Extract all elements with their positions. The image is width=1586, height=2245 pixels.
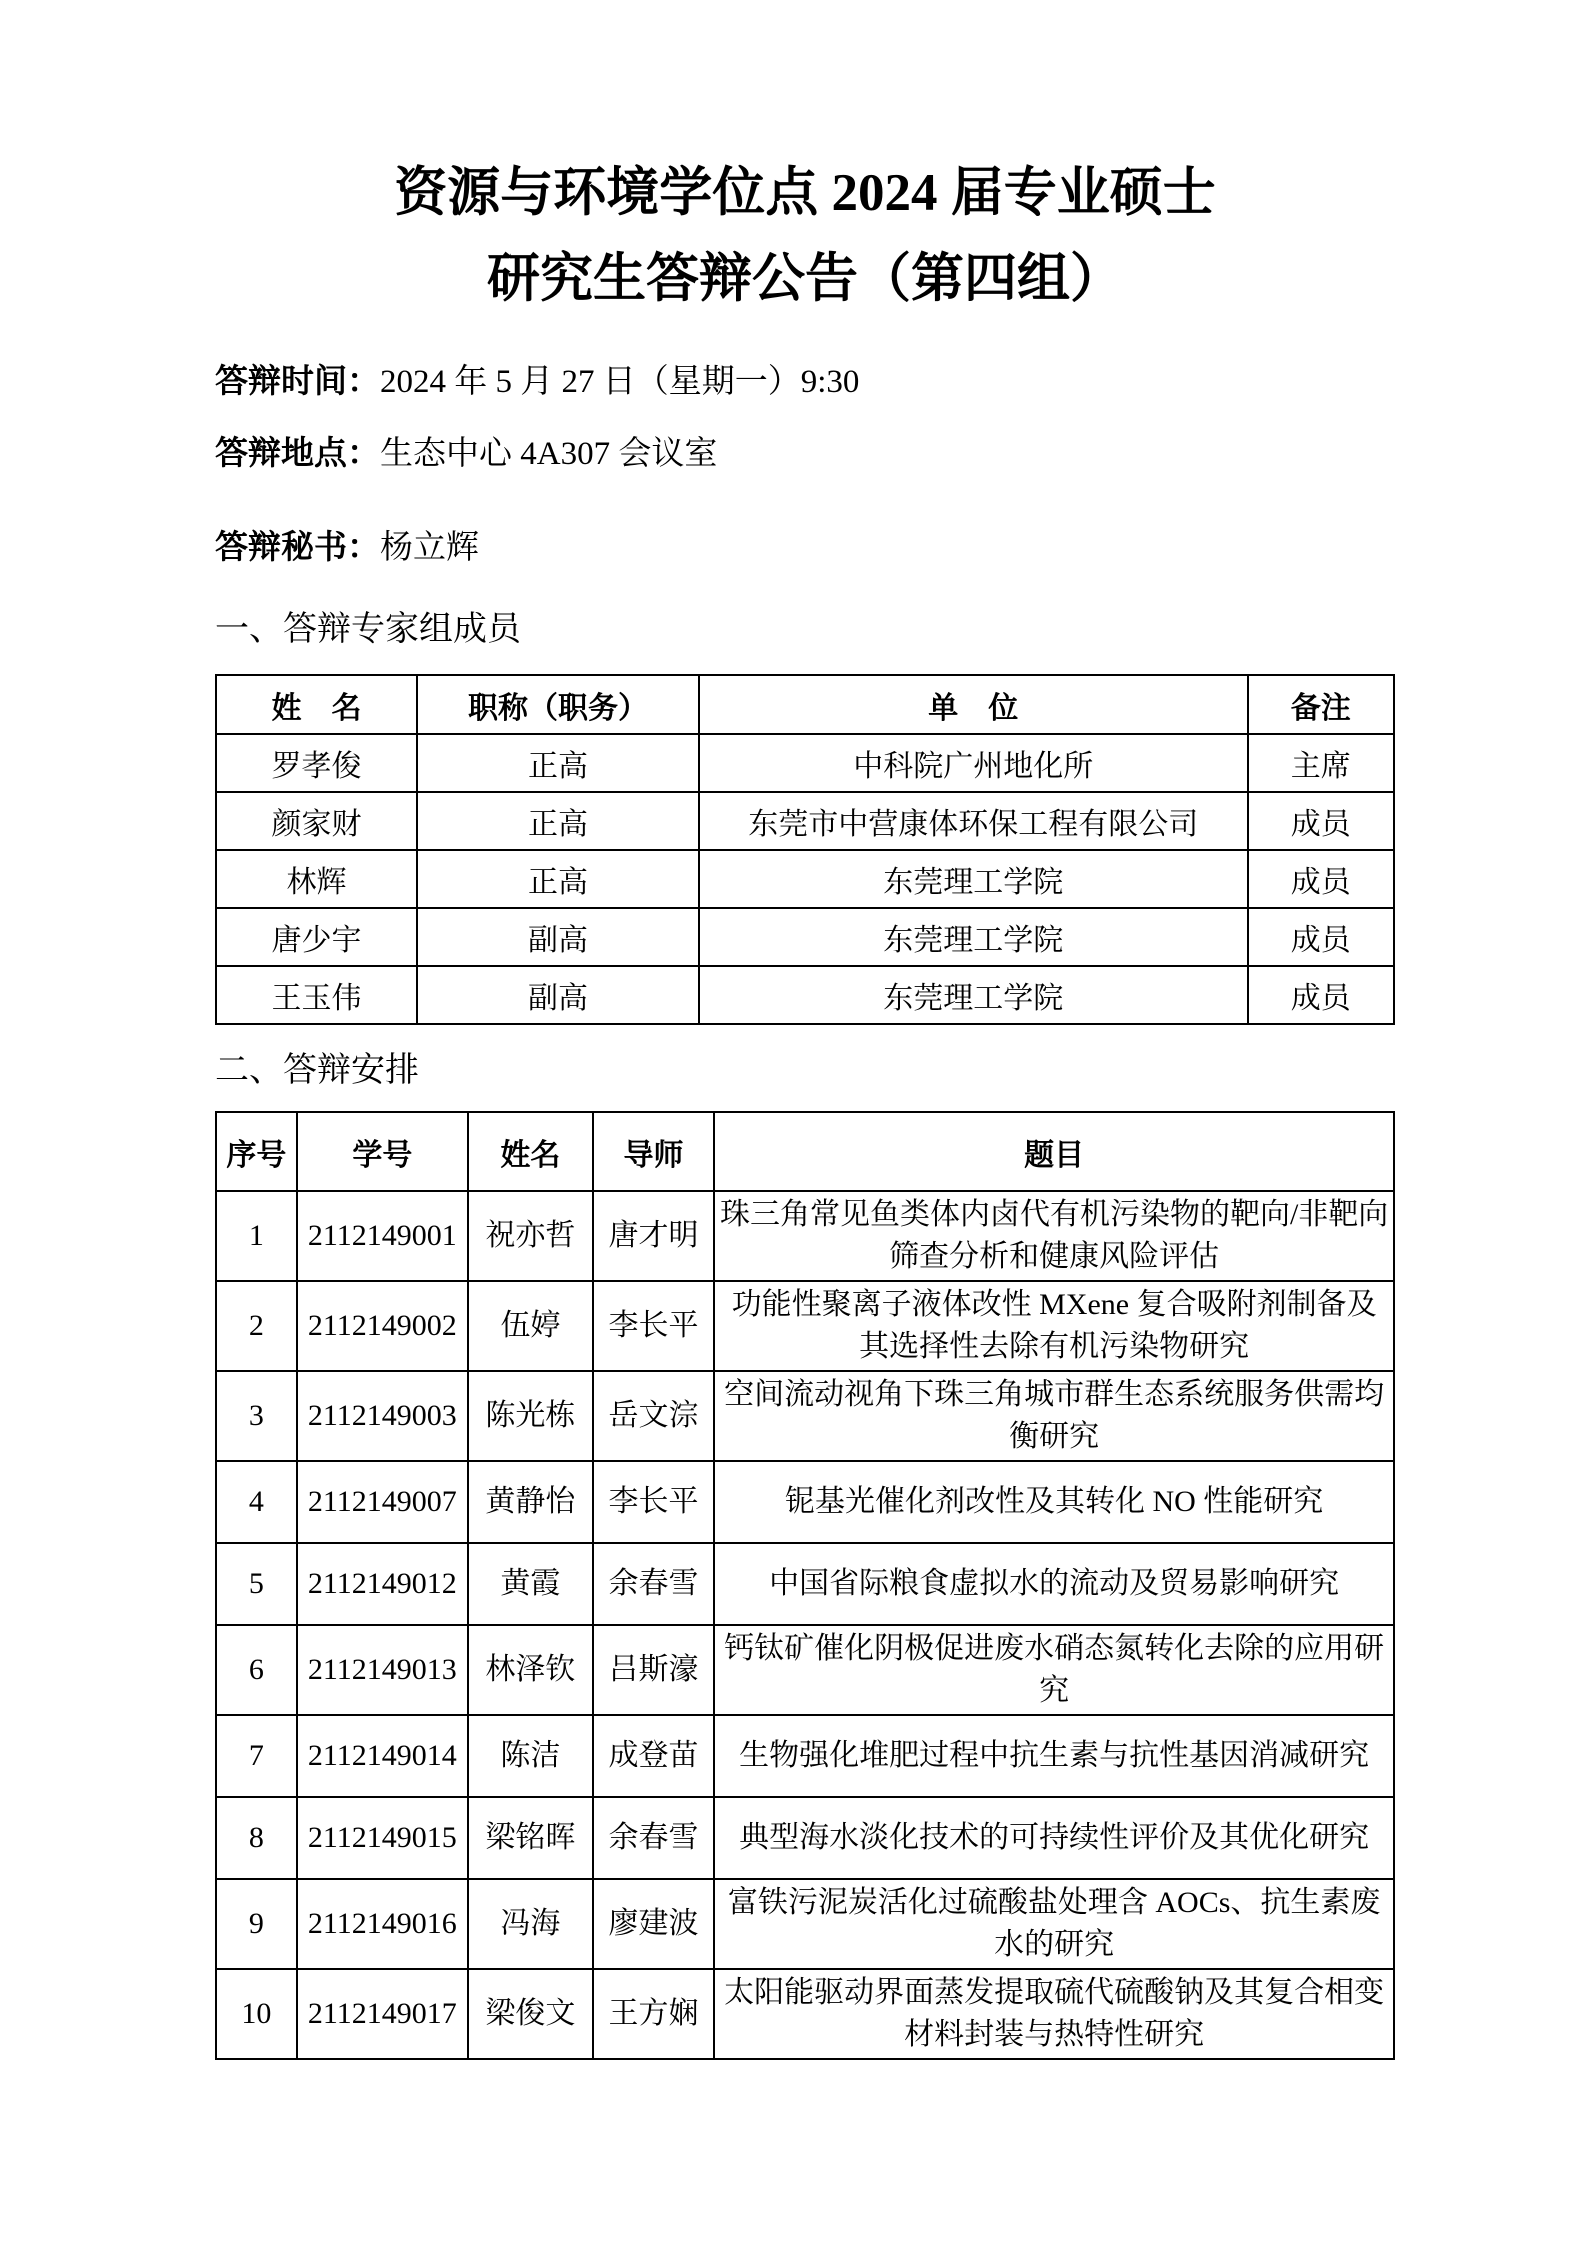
expert-note: 成员 <box>1248 966 1394 1024</box>
schedule-table-body <box>216 1191 1394 2059</box>
schedule-row <box>216 1281 1394 1371</box>
student-id: 2112149017 <box>297 1969 468 2059</box>
schedule-no: 9 <box>216 1879 297 1969</box>
student-name: 陈洁 <box>468 1715 593 1797</box>
advisor-name: 吕斯濠 <box>593 1625 714 1715</box>
defense-time-label: 答辩时间： <box>215 364 380 400</box>
experts-table-body <box>216 734 1394 1024</box>
expert-note: 成员 <box>1248 850 1394 908</box>
expert-name: 王玉伟 <box>216 966 417 1024</box>
thesis-title: 珠三角常见鱼类体内卤代有机污染物的靶向/非靶向筛查分析和健康风险评估 <box>714 1191 1394 1281</box>
experts-table-head <box>216 675 1394 734</box>
expert-name: 颜家财 <box>216 792 417 850</box>
student-name: 冯海 <box>468 1879 593 1969</box>
document-content <box>215 150 1395 2060</box>
thesis-title: 空间流动视角下珠三角城市群生态系统服务供需均衡研究 <box>714 1371 1394 1461</box>
thesis-title: 钙钛矿催化阴极促进废水硝态氮转化去除的应用研究 <box>714 1625 1394 1715</box>
schedule-row <box>216 1797 1394 1879</box>
student-name: 林泽钦 <box>468 1625 593 1715</box>
advisor-name: 李长平 <box>593 1281 714 1371</box>
expert-name: 林辉 <box>216 850 417 908</box>
page-title-line1: 资源与环境学位点 2024 届专业硕士 <box>394 164 1216 222</box>
experts-header-name: 姓 名 <box>216 675 417 734</box>
schedule-no: 4 <box>216 1461 297 1543</box>
experts-header-note: 备注 <box>1248 675 1394 734</box>
experts-table <box>215 674 1395 1025</box>
schedule-no: 6 <box>216 1625 297 1715</box>
defense-time-line <box>215 364 1395 400</box>
student-id: 2112149002 <box>297 1281 468 1371</box>
expert-note: 主席 <box>1248 734 1394 792</box>
student-id: 2112149014 <box>297 1715 468 1797</box>
schedule-row <box>216 1371 1394 1461</box>
page-title-line2: 研究生答辩公告（第四组） <box>487 250 1123 308</box>
advisor-name: 余春雪 <box>593 1543 714 1625</box>
expert-name: 唐少宇 <box>216 908 417 966</box>
expert-org: 东莞市中营康体环保工程有限公司 <box>699 792 1248 850</box>
expert-row <box>216 850 1394 908</box>
student-id: 2112149013 <box>297 1625 468 1715</box>
schedule-row <box>216 1191 1394 1281</box>
expert-org: 东莞理工学院 <box>699 850 1248 908</box>
student-name: 黄静怡 <box>468 1461 593 1543</box>
schedule-header-name: 姓名 <box>468 1112 593 1191</box>
student-id: 2112149015 <box>297 1797 468 1879</box>
expert-rank: 正高 <box>417 792 699 850</box>
expert-name: 罗孝俊 <box>216 734 417 792</box>
expert-row <box>216 734 1394 792</box>
defense-time-value: 2024 年 5 月 27 日（星期一）9:30 <box>380 364 860 400</box>
student-id: 2112149012 <box>297 1543 468 1625</box>
defense-secretary-value: 杨立辉 <box>380 530 479 566</box>
expert-org: 东莞理工学院 <box>699 908 1248 966</box>
defense-location-line <box>215 436 1395 472</box>
experts-header-org: 单 位 <box>699 675 1248 734</box>
defense-secretary-label: 答辩秘书： <box>215 530 380 566</box>
schedule-row <box>216 1461 1394 1543</box>
advisor-name: 唐才明 <box>593 1191 714 1281</box>
expert-rank: 正高 <box>417 850 699 908</box>
advisor-name: 余春雪 <box>593 1797 714 1879</box>
thesis-title: 太阳能驱动界面蒸发提取硫代硫酸钠及其复合相变材料封装与热特性研究 <box>714 1969 1394 2059</box>
schedule-row <box>216 1715 1394 1797</box>
section1-heading: 一、答辩专家组成员 <box>215 611 521 648</box>
defense-location-value: 生态中心 4A307 会议室 <box>380 436 718 472</box>
student-name: 伍婷 <box>468 1281 593 1371</box>
expert-org: 东莞理工学院 <box>699 966 1248 1024</box>
advisor-name: 成登苗 <box>593 1715 714 1797</box>
student-id: 2112149001 <box>297 1191 468 1281</box>
schedule-row <box>216 1969 1394 2059</box>
schedule-table-head <box>216 1112 1394 1191</box>
thesis-title: 生物强化堆肥过程中抗生素与抗性基因消减研究 <box>714 1715 1394 1797</box>
student-name: 梁铭晖 <box>468 1797 593 1879</box>
schedule-row <box>216 1543 1394 1625</box>
student-id: 2112149007 <box>297 1461 468 1543</box>
expert-row <box>216 966 1394 1024</box>
student-id: 2112149016 <box>297 1879 468 1969</box>
schedule-header-advisor: 导师 <box>593 1112 714 1191</box>
schedule-header-id: 学号 <box>297 1112 468 1191</box>
thesis-title: 富铁污泥炭活化过硫酸盐处理含 AOCs、抗生素废水的研究 <box>714 1879 1394 1969</box>
experts-header-rank: 职称（职务） <box>417 675 699 734</box>
schedule-no: 8 <box>216 1797 297 1879</box>
student-name: 陈光栋 <box>468 1371 593 1461</box>
schedule-table <box>215 1111 1395 2060</box>
page-title <box>215 150 1395 322</box>
advisor-name: 李长平 <box>593 1461 714 1543</box>
expert-row <box>216 792 1394 850</box>
schedule-header-title: 题目 <box>714 1112 1394 1191</box>
expert-rank: 副高 <box>417 966 699 1024</box>
thesis-title: 中国省际粮食虚拟水的流动及贸易影响研究 <box>714 1543 1394 1625</box>
schedule-row <box>216 1879 1394 1969</box>
section2-heading: 二、答辩安排 <box>215 1052 419 1089</box>
schedule-no: 3 <box>216 1371 297 1461</box>
expert-note: 成员 <box>1248 908 1394 966</box>
schedule-no: 5 <box>216 1543 297 1625</box>
thesis-title: 铌基光催化剂改性及其转化 NO 性能研究 <box>714 1461 1394 1543</box>
advisor-name: 岳文淙 <box>593 1371 714 1461</box>
advisor-name: 王方娴 <box>593 1969 714 2059</box>
experts-header-row <box>216 675 1394 734</box>
defense-secretary-line <box>215 530 1395 566</box>
expert-org: 中科院广州地化所 <box>699 734 1248 792</box>
expert-rank: 正高 <box>417 734 699 792</box>
advisor-name: 廖建波 <box>593 1879 714 1969</box>
schedule-no: 2 <box>216 1281 297 1371</box>
student-name: 黄霞 <box>468 1543 593 1625</box>
expert-note: 成员 <box>1248 792 1394 850</box>
thesis-title: 典型海水淡化技术的可持续性评价及其优化研究 <box>714 1797 1394 1879</box>
schedule-header-no: 序号 <box>216 1112 297 1191</box>
expert-row <box>216 908 1394 966</box>
student-name: 祝亦哲 <box>468 1191 593 1281</box>
expert-rank: 副高 <box>417 908 699 966</box>
schedule-no: 10 <box>216 1969 297 2059</box>
schedule-row <box>216 1625 1394 1715</box>
thesis-title: 功能性聚离子液体改性 MXene 复合吸附剂制备及其选择性去除有机污染物研究 <box>714 1281 1394 1371</box>
schedule-no: 1 <box>216 1191 297 1281</box>
schedule-header-row <box>216 1112 1394 1191</box>
student-id: 2112149003 <box>297 1371 468 1461</box>
schedule-no: 7 <box>216 1715 297 1797</box>
student-name: 梁俊文 <box>468 1969 593 2059</box>
defense-location-label: 答辩地点： <box>215 436 380 472</box>
